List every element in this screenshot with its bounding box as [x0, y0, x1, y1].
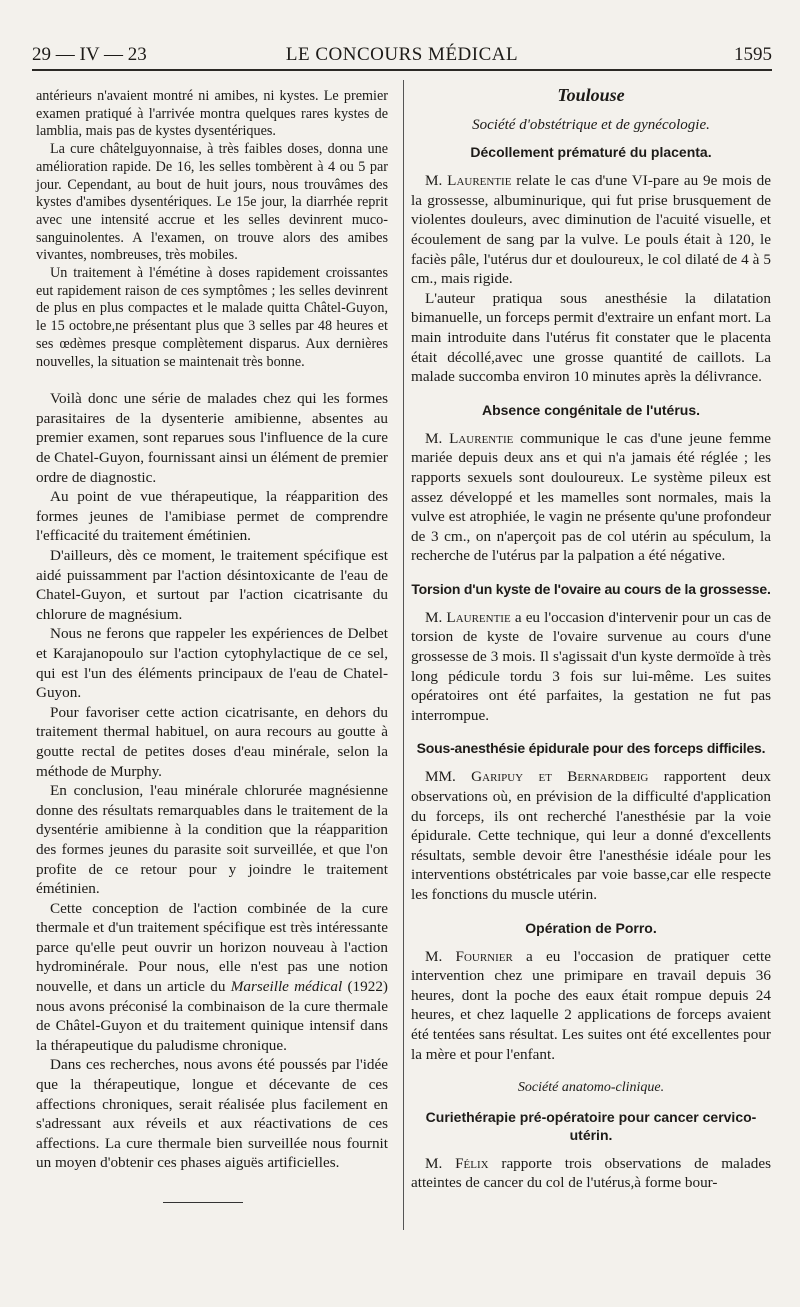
city-heading: Toulouse — [557, 85, 625, 105]
section-title: Torsion d'un kyste de l'ovaire au cours de la grossesse. — [411, 580, 771, 597]
paragraph: MM. Garipuy et Bernardbeig rapportent deux observations où, en prévision de la difficulté d'application du forceps, ils ont recherché l'anesthésie par la voie épidurale. Cette technique, qui leur a donné d'excellents résultats, semble devoir être l'anesthésie idéale pour les interventions obstétricales par voie basse,car elle respecte les fonctions du muscle utérin. — [411, 768, 771, 903]
section-title: Curiethérapie pré-opératoire pour cancer cervico-utérin. — [425, 1108, 757, 1143]
paragraph: Pour favoriser cette action cicatrisante, en dehors du traitement thermal habituel, on aura recours au goutte à goutte rectal de petites doses d'eau minérale, selon la méthode de Murphy. — [36, 703, 388, 780]
article-end-rule — [163, 1202, 243, 1203]
page-number: 1595 — [734, 44, 772, 65]
author-name: M. Laurentie — [425, 172, 512, 190]
paragraph: Dans ces recherches, nous avons été poussés par l'idée que la thérapeutique, longue et décevante de ces affections chroniques, serait réalisée plus facilement en s'adressant aux réveils et aux réactivations de ces affections. La cure thermale bien surveillée nous fournit un moyen d'obtenir ces phases aiguës artificielles. — [36, 1056, 388, 1172]
page-header — [32, 38, 772, 68]
paragraph: L'auteur pratiqua sous anesthésie la dilatation bimanuelle, un forceps permit d'extraire un enfant mort. La main introduite dans l'utérus fit constater que le placenta était décollé,avec une grosse quantité de caillots. La malade succomba environ 10 minutes après la délivrance. — [411, 289, 771, 386]
society-heading: Société anatomo-clinique. — [517, 1080, 665, 1096]
paragraph: D'ailleurs, dès ce moment, le traitement spécifique est aidé puissamment par l'action désintoxicante de l'eau de Chatel-Guyon, et surtout par l'action cicatrisante du chlorure de magnésium. — [36, 547, 388, 623]
section-title: Sous-anesthésie épidurale pour des forceps difficiles. — [416, 740, 766, 757]
paragraph: M. Fournier a eu l'occasion de pratiquer cette intervention chez une primipare en travail depuis 36 heures, dont la poche des eaux était rompue depuis 24 heures, et chez laquelle 2 applications de forceps avaient été tentées sans résultat. Les suites ont été excellentes pour la mère et pour l'enfant. — [411, 947, 772, 1063]
author-name: MM. Garipuy et Bernardbeig — [425, 768, 649, 786]
author-name: M. Laurentie — [425, 608, 511, 626]
column-divider — [403, 80, 404, 1230]
paragraph: Un traitement à l'émétine à doses rapidement croissantes eut rapidement raison de ces symptômes ; les selles devinrent de plus en plus compactes et le malade quitta Châtel-Guyon, le 15 octobre,ne présentant plus que 3 selles par 48 heures et ses œdèmes presque complètement disparus. Aux dernières nouvelles, la situation se maintenait très bonne. — [36, 265, 388, 370]
left-column — [36, 88, 388, 1203]
right-column — [411, 84, 771, 1193]
paragraph: En conclusion, l'eau minérale chlorurée magnésienne donne des résultats remarquables dans le traitement de la dysentérie amibienne à la condition que la réapparition des formes jeunes du parasite soit surveillée, et que l'on profite de ce retour pour y joindre le traitement émétinien. — [36, 782, 388, 898]
section-title: Opération de Porro. — [525, 919, 657, 936]
paragraph: M. Félix rapporte trois observations de malades atteintes de cancer du col de l'utérus,à forme bour- — [411, 1154, 772, 1192]
paragraph: Voilà donc une série de malades chez qui les formes parasitaires de la dysenterie amibienne, absentes au premier examen, sont reparues sous l'influence de la cure de Chatel-Guyon, fournissant ainsi un élément de premier ordre de diagnostic. — [36, 390, 388, 486]
paragraph: La cure châtelguyonnaise, à très faibles doses, donna une amélioration rapide. De 16, les selles tombèrent à 4 ou 5 par jour. Cependant, au bout de huit jours, nous trouvâmes des kystes d'amibes dysentériques. Le 15e jour, la diarrhée reprit avec une intensité accrue et les selles devinrent muco-sanguinolentes. A l'examen, on trouve alors des amibes vivantes, nombreuses, très mobiles. — [36, 141, 388, 264]
paragraph: Cette conception de l'action combinée de la cure thermale et d'un traitement spécifique est très intéressante parce qu'elle peut ouvrir un horizon nouveau à l'action hydrominérale. Pour nous, elle n'est pas une notion nouvelle, et dans un article du Marseille médical (1922) nous avons préconisé la combinaison de la cure thermale de Châtel-Guyon et du traitement quinique intensif dans la thérapeutique du paludisme chronique. — [36, 899, 388, 1054]
journal-title: LE CONCOURS MÉDICAL — [285, 44, 519, 65]
author-name: M. Laurentie — [425, 429, 514, 447]
issue-date: 29 — IV — 23 — [32, 44, 147, 65]
paragraph: antérieurs n'avaient montré ni amibes, ni kystes. Le premier examen pratiqué à l'arrivée montra quelques rares kystes de lamblia, mais pas de kystes dysentériques. — [36, 88, 388, 140]
journal-citation: Marseille médical — [230, 978, 343, 996]
paragraph: M. Laurentie relate le cas d'une VI-pare au 9e mois de la grossesse, albuminurique, qui fut prise brusquement de violentes douleurs, avec diminution de l'acuité visuelle, et écoulement de sang par la vulve. Le pouls était à 120, le faciès pâle, l'utérus dur et douloureux, le col dilaté de 4 à 5 cm., mais rigide. — [411, 172, 771, 288]
paragraph: M. Laurentie communique le cas d'une jeune femme mariée depuis deux ans et qui n'a jamais été réglée ; les rapports sexuels sont douloureux. Le système pileux est assez développé et les mamelles sont normales, mais la vulve est atrophiée, le vagin ne présente qu'une profondeur de 3 cm., on n'aperçoit pas de col utérin au spéculum, la recherche de l'utérus par la palpation a été négative. — [411, 429, 771, 565]
paragraph: Nous ne ferons que rappeler les expériences de Delbet et Karajanopoulo sur l'action cytophylactique de ce sel, qui est l'un des éléments principaux de l'eau de Chatel-Guyon. — [36, 625, 388, 702]
author-name: M. Félix — [425, 1154, 489, 1172]
society-heading: Société d'obstétrique et de gynécologie. — [472, 116, 710, 133]
section-title: Absence congénitale de l'utérus. — [481, 401, 701, 418]
header-rule — [32, 69, 772, 71]
paragraph: M. Laurentie a eu l'occasion d'intervenir pour un cas de torsion de kyste de l'ovaire survenue au cours d'une grossesse de 3 mois. Il s'agissait d'un kyste dermoïde à très long pédicule tordu 3 fois sur lui-même. Les suites opératoires ont été parfaites, la gestation ne fut pas interrompue. — [411, 608, 771, 724]
section-title: Décollement prématuré du placenta. — [470, 144, 712, 161]
author-name: M. Fournier — [425, 947, 513, 965]
paragraph: Au point de vue thérapeutique, la réapparition des formes jeunes de l'amibiase permet de comprendre l'efficacité du traitement émétinien. — [36, 488, 388, 545]
